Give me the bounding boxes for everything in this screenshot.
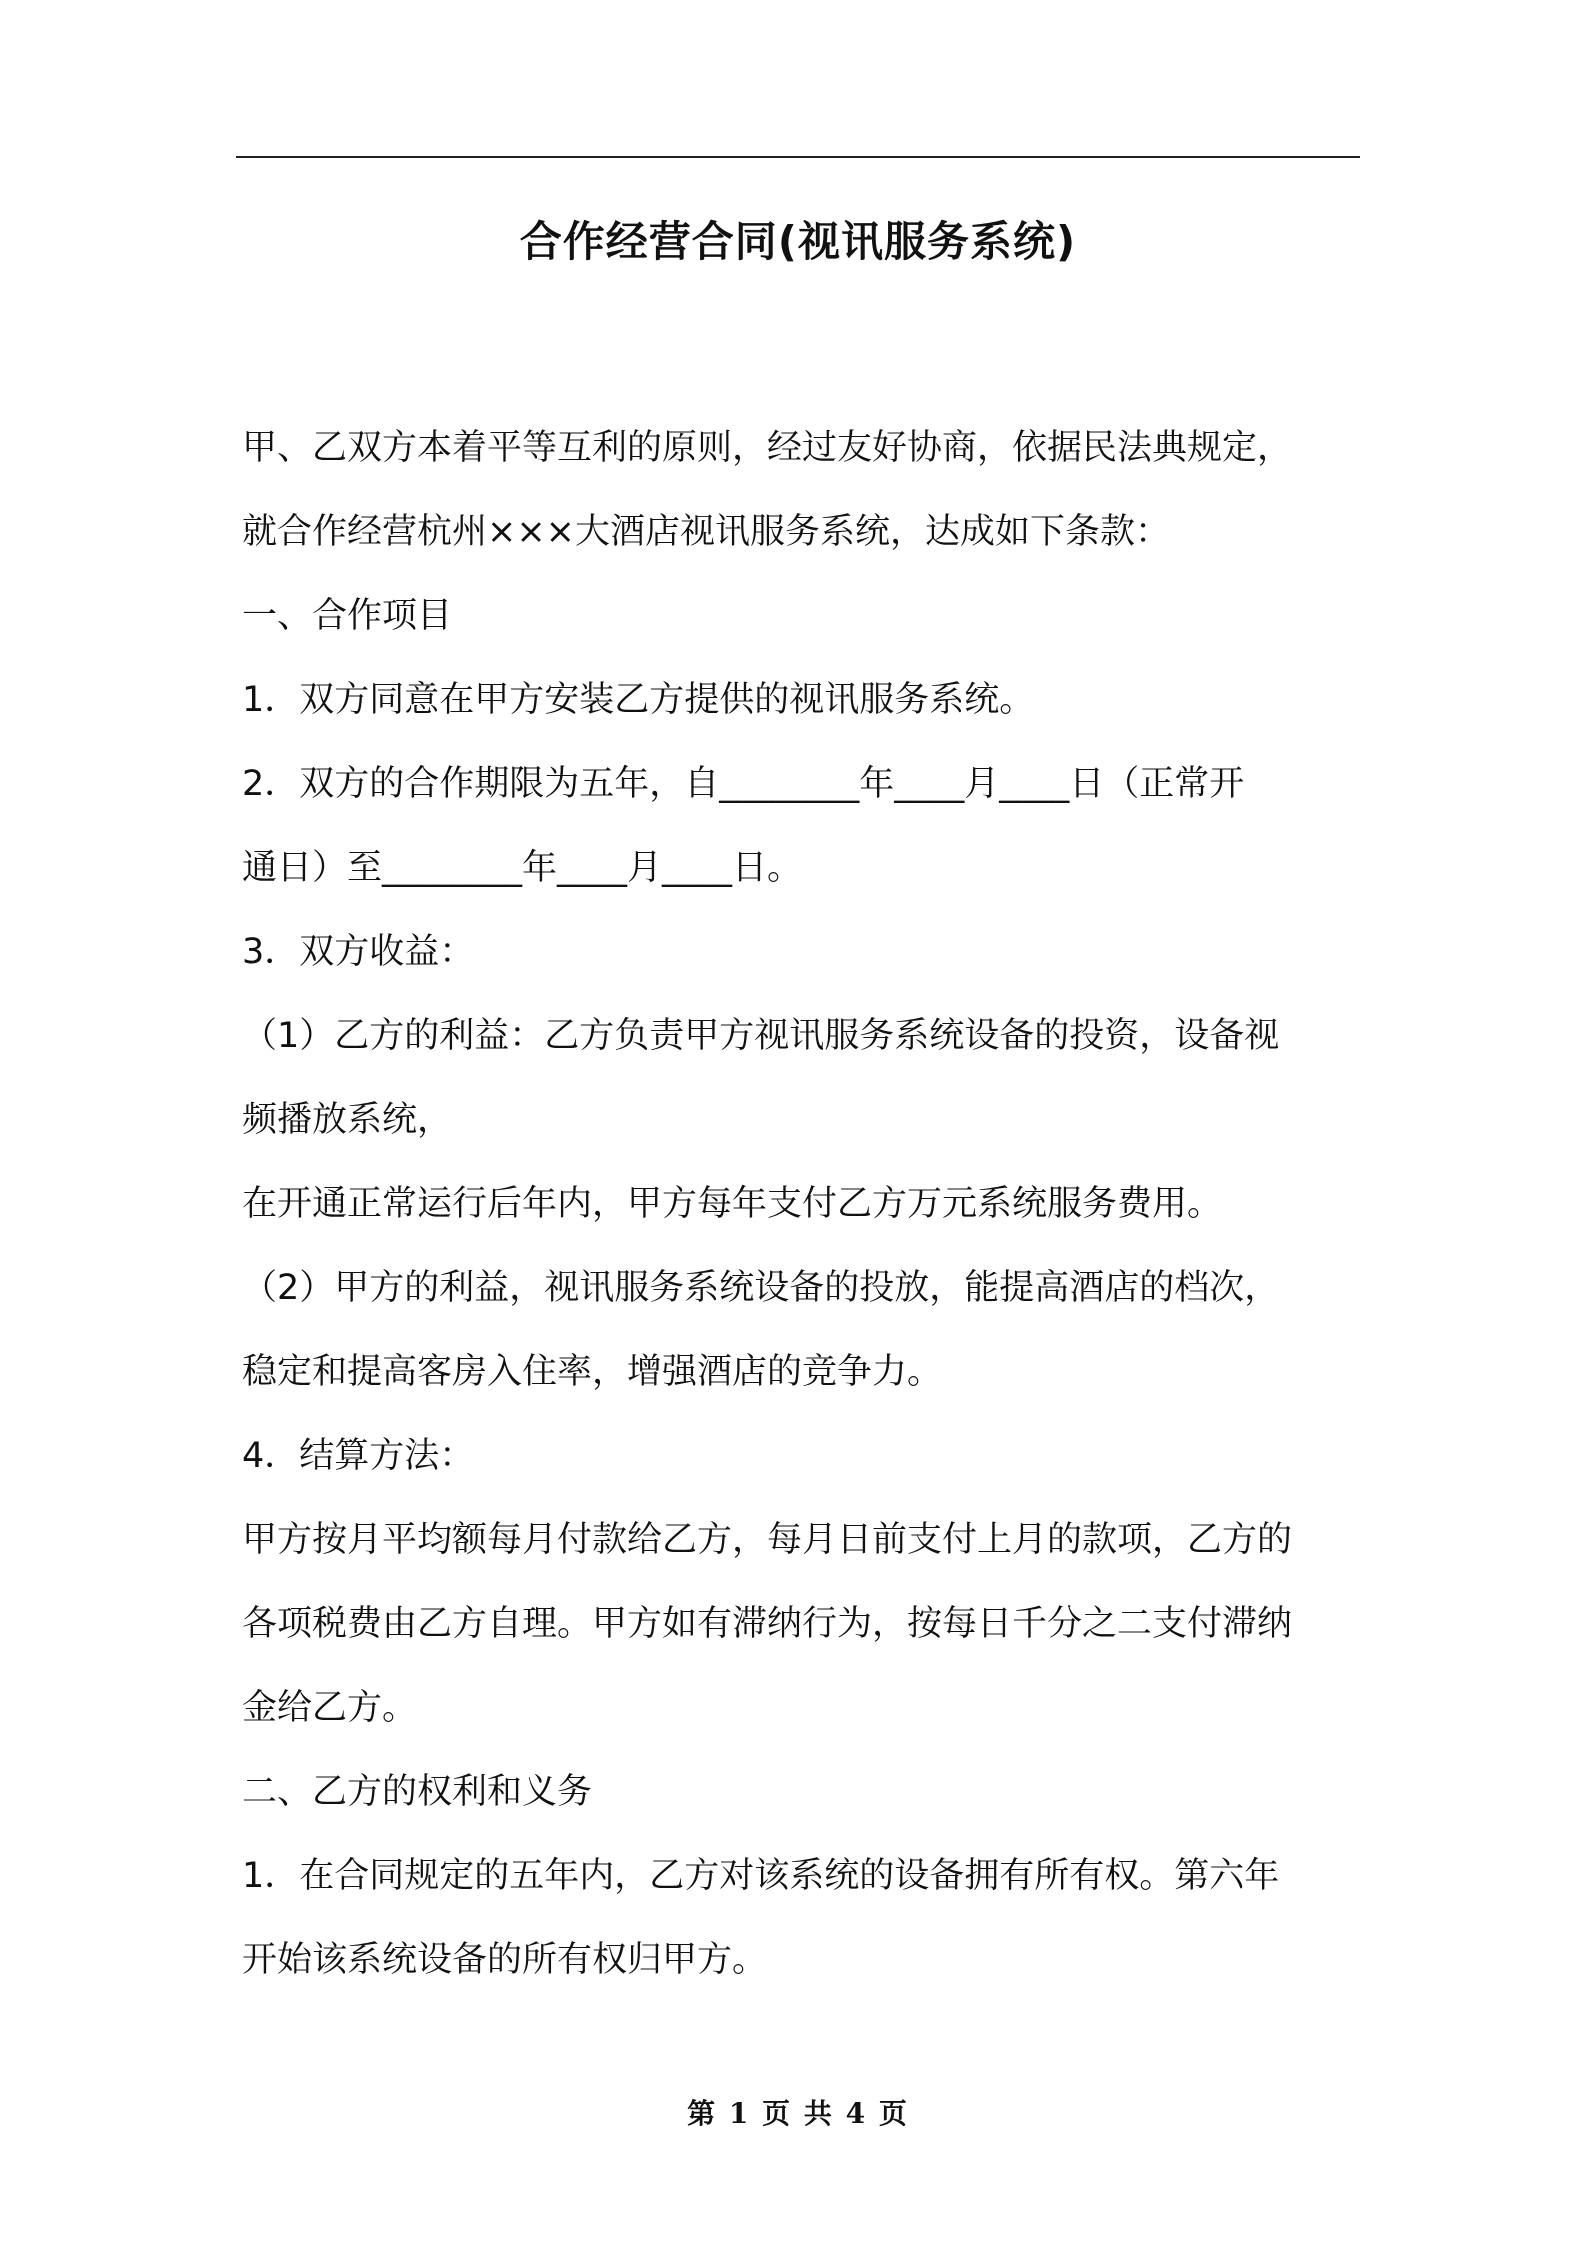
paragraph-line: （1）乙方的利益：乙方负责甲方视讯服务系统设备的投资，设备视 [242,1016,1280,1056]
paragraph-line: 通日）至________年____月____日。 [242,848,803,888]
paragraph-line: 甲方按月平均额每月付款给乙方，每月日前支付上月的款项，乙方的 [242,1520,1293,1560]
paragraph-line: 频播放系统， [242,1100,453,1140]
document-title: 合作经营合同(视讯服务系统) [519,217,1077,266]
paragraph-line: 甲、乙双方本着平等互利的原则，经过友好协商，依据民法典规定， [242,428,1293,468]
header-rule [236,156,1360,158]
section-heading: 一、合作项目 [242,596,453,636]
paragraph-line: 开始该系统设备的所有权归甲方。 [242,1940,768,1980]
paragraph-line: 就合作经营杭州×××大酒店视讯服务系统，达成如下条款： [242,512,1170,552]
paragraph-line: 在开通正常运行后年内，甲方每年支付乙方万元系统服务费用。 [242,1184,1223,1224]
paragraph-line: 金给乙方。 [242,1688,418,1728]
paragraph-line: 各项税费由乙方自理。甲方如有滞纳行为，按每日千分之二支付滞纳 [242,1604,1293,1644]
paragraph-line: 1．双方同意在甲方安装乙方提供的视讯服务系统。 [242,680,1035,720]
paragraph-line: 2．双方的合作期限为五年，自________年____月____日（正常开 [242,764,1245,804]
page-number: 第 1 页 共 4 页 [687,2097,909,2130]
paragraph-line: 4．结算方法： [242,1436,475,1476]
paragraph-line: （2）甲方的利益，视讯服务系统设备的投放，能提高酒店的档次， [242,1268,1280,1308]
document-body [242,406,1360,2002]
paragraph-line: 1．在合同规定的五年内，乙方对该系统的设备拥有所有权。第六年 [242,1856,1280,1896]
paragraph-line: 稳定和提高客房入住率，增强酒店的竞争力。 [242,1352,943,1392]
paragraph-line: 3．双方收益： [242,932,475,972]
section-heading: 二、乙方的权利和义务 [242,1772,593,1812]
